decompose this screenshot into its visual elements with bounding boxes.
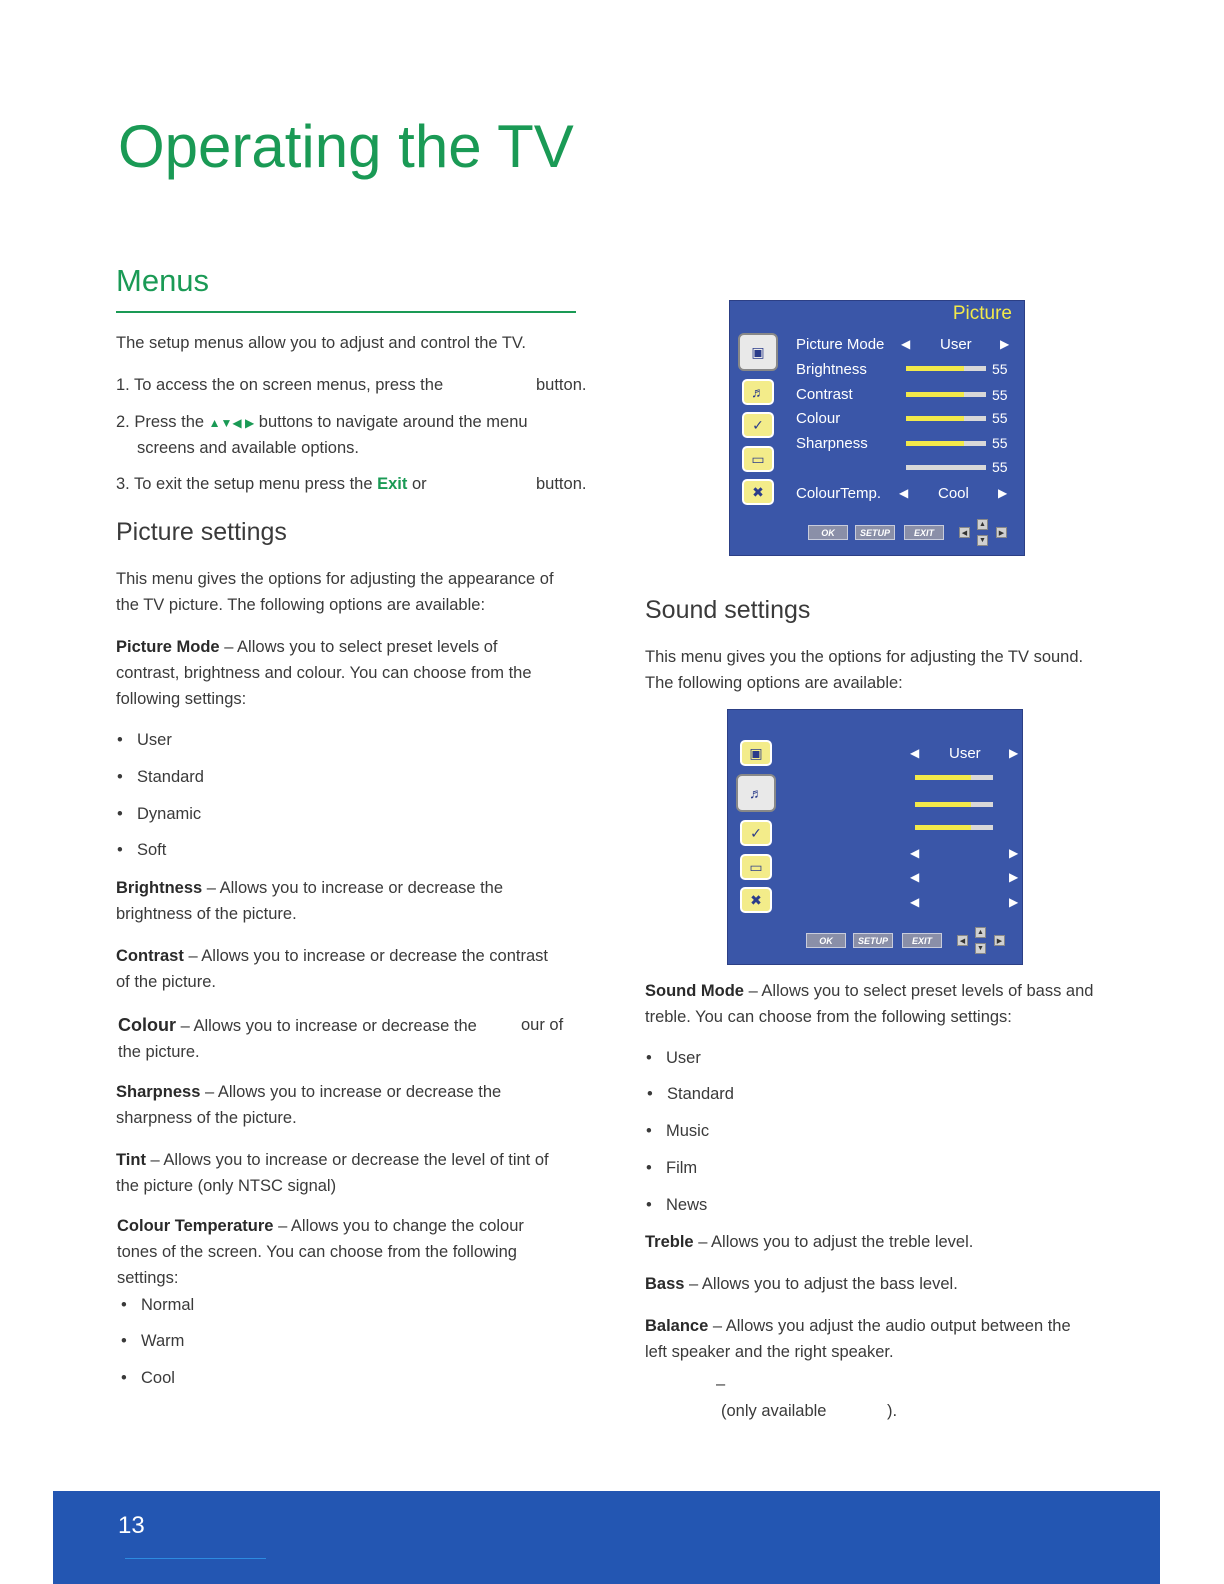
tint-line2: the picture (only NTSC signal) bbox=[116, 1177, 337, 1195]
menu-row-label: Picture Mode bbox=[796, 336, 885, 353]
left-arrow-icon: ◀ bbox=[899, 486, 909, 500]
nav-left-icon: ◀ bbox=[957, 935, 968, 946]
colour-line2: the picture. bbox=[118, 1043, 200, 1061]
step-2-line2: screens and available options. bbox=[137, 439, 359, 457]
setup-button: SETUP bbox=[853, 933, 893, 948]
menu-row-number: 55 bbox=[992, 387, 1008, 403]
speaker-icon: ♬ bbox=[736, 774, 776, 812]
picture-intro-1: This menu gives the options for adjusting the appearance of bbox=[116, 570, 554, 588]
level-bar bbox=[915, 775, 993, 780]
colour-temp-option: • Normal bbox=[141, 1296, 194, 1315]
sound-mode-term: Sound Mode bbox=[645, 982, 744, 1000]
tint-term: Tint bbox=[116, 1151, 146, 1169]
sound-menu-screenshot bbox=[727, 709, 1023, 965]
picture-icon: ▣ bbox=[740, 740, 772, 766]
step-1-suffix: button. bbox=[536, 376, 587, 394]
level-bar bbox=[915, 802, 993, 807]
sound-intro-2: The following options are available: bbox=[645, 674, 903, 692]
picture-mode-line3: following settings: bbox=[116, 690, 247, 708]
heading-rule bbox=[116, 311, 576, 313]
left-arrow-icon: ◀ bbox=[910, 895, 920, 909]
ok-button: OK bbox=[806, 933, 846, 948]
picture-mode-option: • Dynamic bbox=[137, 805, 201, 824]
picture-intro-2: the TV picture. The following options are available: bbox=[116, 596, 486, 614]
sharpness-desc bbox=[116, 1079, 501, 1105]
extra-dash: – bbox=[716, 1375, 726, 1393]
tint-text: – Allows you to increase or decrease the level of tint of bbox=[150, 1151, 549, 1169]
menu-row-label: Sharpness bbox=[796, 435, 868, 452]
picture-mode-option: • Soft bbox=[137, 841, 166, 860]
nav-up-icon: ▲ bbox=[977, 519, 988, 530]
picture-settings-heading: Picture settings bbox=[116, 518, 287, 546]
colour-temp-desc bbox=[117, 1213, 524, 1239]
level-bar bbox=[906, 441, 986, 446]
bass-text: – Allows you to adjust the bass level. bbox=[689, 1275, 958, 1293]
picture-mode-option: • Standard bbox=[137, 768, 204, 787]
step-3-prefix: 3. To exit the setup menu press the bbox=[116, 475, 373, 493]
menu-row-label: Contrast bbox=[796, 386, 853, 403]
menu-row-value: User bbox=[940, 336, 972, 353]
sound-intro-1: This menu gives you the options for adjusting the TV sound. bbox=[645, 648, 1084, 666]
right-arrow-icon: ▶ bbox=[1009, 746, 1019, 760]
sound-mode-line2: treble. You can choose from the following settings: bbox=[645, 1008, 1012, 1026]
level-bar bbox=[906, 366, 986, 371]
arrow-keys-icon: ▲▼◀ ▶ bbox=[208, 416, 255, 430]
balance-term: Balance bbox=[645, 1317, 709, 1335]
colour-temp-line2: tones of the screen. You can choose from the following bbox=[117, 1243, 517, 1261]
brightness-line2: brightness of the picture. bbox=[116, 905, 297, 923]
picture-mode-line2: contrast, brightness and colour. You can choose from the bbox=[116, 664, 532, 682]
menu-row-number: 55 bbox=[992, 410, 1008, 426]
sound-mode-desc bbox=[645, 978, 1093, 1004]
menu-row-number: 55 bbox=[992, 435, 1008, 451]
nav-down-icon: ▼ bbox=[977, 535, 988, 546]
nav-up-icon: ▲ bbox=[975, 927, 986, 938]
bass-term: Bass bbox=[645, 1275, 685, 1293]
treble-desc bbox=[645, 1229, 973, 1255]
treble-text: – Allows you to adjust the treble level. bbox=[698, 1233, 974, 1251]
menu-row-label: Brightness bbox=[796, 361, 867, 378]
picture-mode-text: – Allows you to select preset levels of bbox=[224, 638, 498, 656]
nav-left-icon: ◀ bbox=[959, 527, 970, 538]
sound-mode-option: • Music bbox=[666, 1122, 709, 1141]
step-1: 1. To access the on screen menus, press the bbox=[116, 376, 444, 394]
colour-temp-term: Colour Temperature bbox=[117, 1217, 274, 1235]
colour-temp-line3: settings: bbox=[117, 1269, 179, 1287]
brightness-term: Brightness bbox=[116, 879, 203, 897]
colour-temp-option: • Warm bbox=[141, 1332, 184, 1351]
right-arrow-icon: ▶ bbox=[998, 486, 1008, 500]
balance-text: – Allows you adjust the audio output between the bbox=[712, 1317, 1071, 1335]
step-3-or: or bbox=[411, 475, 427, 493]
level-bar bbox=[915, 825, 993, 830]
right-arrow-icon: ▶ bbox=[1000, 337, 1010, 351]
speaker-icon: ♬ bbox=[742, 379, 774, 405]
sound-mode-option: • Standard bbox=[667, 1085, 734, 1104]
sound-settings-heading: Sound settings bbox=[645, 596, 811, 624]
picture-menu-title: Picture bbox=[952, 303, 1012, 324]
left-arrow-icon: ◀ bbox=[901, 337, 911, 351]
step-2 bbox=[116, 409, 528, 436]
monitor-icon: ▭ bbox=[740, 854, 772, 880]
picture-icon: ▣ bbox=[738, 333, 778, 371]
tools-icon: ✖ bbox=[740, 887, 772, 913]
contrast-desc bbox=[116, 943, 548, 969]
step-2-suffix: buttons to navigate around the menu bbox=[258, 413, 528, 431]
sound-mode-option: • Film bbox=[666, 1159, 697, 1178]
monitor-icon: ▭ bbox=[742, 446, 774, 472]
sharpness-text: – Allows you to increase or decrease the bbox=[204, 1083, 502, 1101]
step-3-suffix: button. bbox=[536, 475, 587, 493]
balance-desc bbox=[645, 1313, 1071, 1339]
exit-key-label: Exit bbox=[377, 475, 408, 493]
tools-icon: ✖ bbox=[742, 479, 774, 505]
colour-term: Colour bbox=[118, 1015, 176, 1035]
setup-button: SETUP bbox=[855, 525, 895, 540]
colour-text: – Allows you to increase or decrease the bbox=[180, 1017, 477, 1035]
left-arrow-icon: ◀ bbox=[910, 746, 920, 760]
satellite-icon: ✓ bbox=[742, 412, 774, 438]
sound-mode-value: User bbox=[949, 745, 981, 762]
menus-intro: The setup menus allow you to adjust and control the TV. bbox=[116, 334, 527, 352]
bass-desc bbox=[645, 1271, 958, 1297]
left-arrow-icon: ◀ bbox=[910, 870, 920, 884]
footer-band bbox=[53, 1491, 1160, 1584]
right-arrow-icon: ▶ bbox=[1009, 870, 1019, 884]
left-arrow-icon: ◀ bbox=[910, 846, 920, 860]
sharpness-term: Sharpness bbox=[116, 1083, 201, 1101]
menus-heading: Menus bbox=[116, 263, 210, 298]
colour-desc bbox=[118, 1012, 477, 1039]
sound-mode-option: • User bbox=[666, 1049, 701, 1068]
extra-note: (only available bbox=[721, 1402, 827, 1420]
treble-term: Treble bbox=[645, 1233, 694, 1251]
nav-right-icon: ▶ bbox=[994, 935, 1005, 946]
colour-temp-option: • Cool bbox=[141, 1369, 175, 1388]
satellite-icon: ✓ bbox=[740, 820, 772, 846]
exit-button: EXIT bbox=[902, 933, 942, 948]
contrast-text: – Allows you to increase or decrease the contrast bbox=[188, 947, 548, 965]
picture-mode-option: • User bbox=[137, 731, 172, 750]
footer-link-line bbox=[125, 1558, 266, 1559]
balance-line2: left speaker and the right speaker. bbox=[645, 1343, 894, 1361]
sharpness-line2: sharpness of the picture. bbox=[116, 1109, 297, 1127]
menu-row-number: 55 bbox=[992, 361, 1008, 377]
sound-mode-text: – Allows you to select preset levels of bass and bbox=[748, 982, 1094, 1000]
level-bar bbox=[906, 465, 986, 470]
colour-text-end: our of bbox=[521, 1016, 564, 1034]
extra-note-end: ). bbox=[887, 1402, 898, 1420]
step-2-prefix: 2. Press the bbox=[116, 413, 205, 431]
brightness-desc bbox=[116, 875, 503, 901]
page-number: 13 bbox=[118, 1512, 145, 1539]
exit-button: EXIT bbox=[904, 525, 944, 540]
right-arrow-icon: ▶ bbox=[1009, 895, 1019, 909]
level-bar bbox=[906, 392, 986, 397]
nav-down-icon: ▼ bbox=[975, 943, 986, 954]
colour-temp-text: – Allows you to change the colour bbox=[278, 1217, 524, 1235]
picture-mode-term: Picture Mode bbox=[116, 638, 220, 656]
tint-desc bbox=[116, 1147, 549, 1173]
ok-button: OK bbox=[808, 525, 848, 540]
page-title: Operating the TV bbox=[118, 113, 574, 180]
menu-row-label: ColourTemp. bbox=[796, 485, 882, 502]
step-3 bbox=[116, 471, 427, 497]
nav-right-icon: ▶ bbox=[996, 527, 1007, 538]
contrast-line2: of the picture. bbox=[116, 973, 216, 991]
menu-row-number: 55 bbox=[992, 459, 1008, 475]
menu-row-label: Colour bbox=[796, 410, 841, 427]
right-arrow-icon: ▶ bbox=[1009, 846, 1019, 860]
sound-mode-option: • News bbox=[666, 1196, 707, 1215]
level-bar bbox=[906, 416, 986, 421]
brightness-text: – Allows you to increase or decrease the bbox=[206, 879, 504, 897]
menu-row-value: Cool bbox=[938, 485, 969, 502]
picture-mode-desc bbox=[116, 634, 498, 660]
contrast-term: Contrast bbox=[116, 947, 184, 965]
picture-menu-screenshot bbox=[729, 300, 1025, 556]
